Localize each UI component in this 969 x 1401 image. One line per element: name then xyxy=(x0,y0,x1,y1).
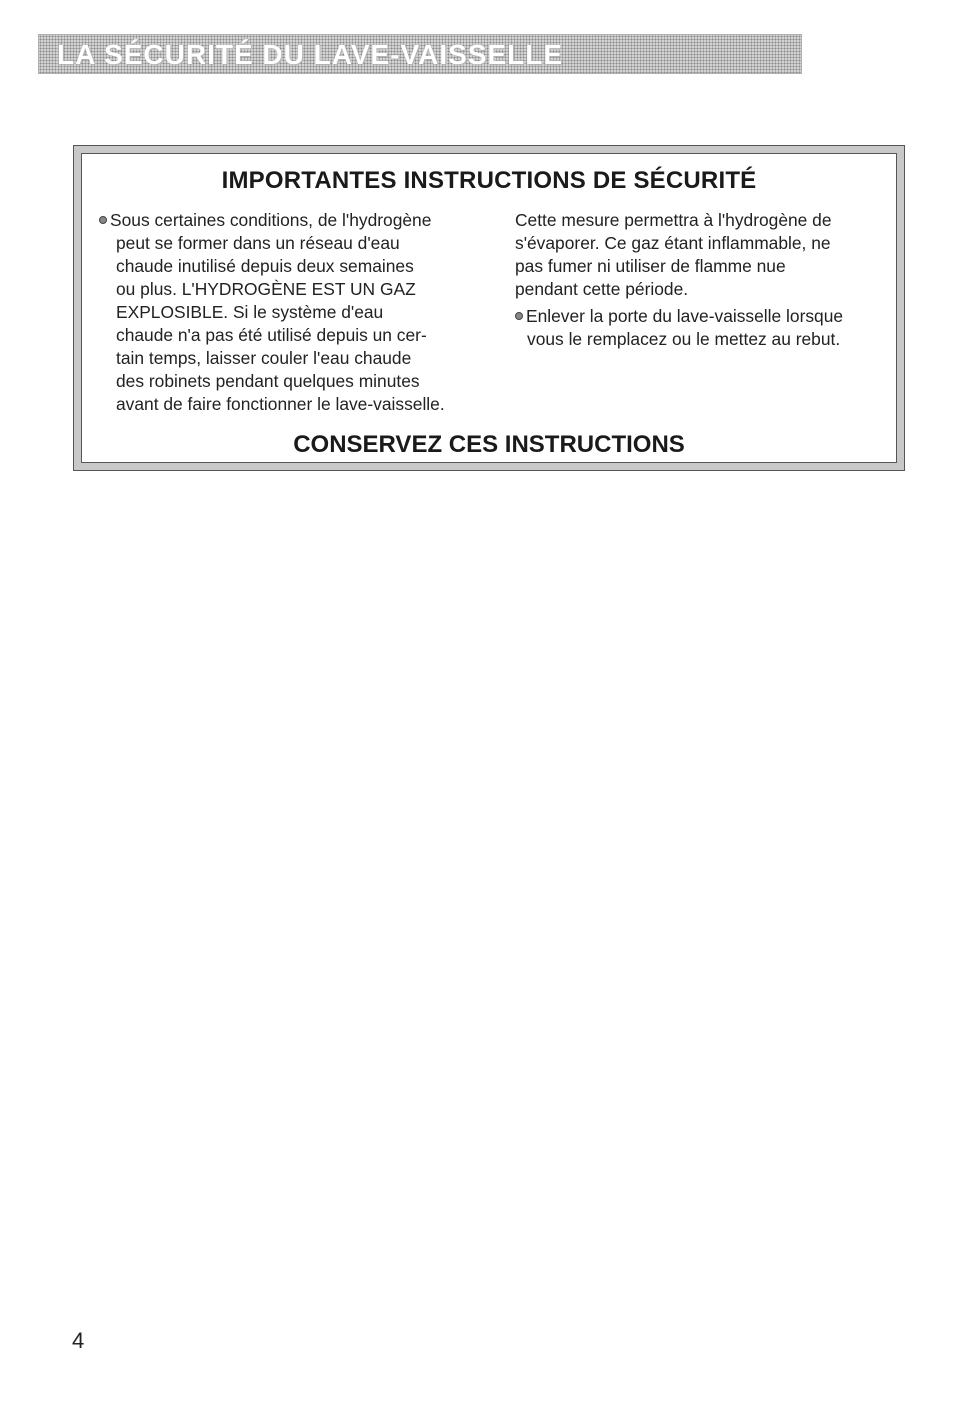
text-line: tain temps, laisser couler l'eau chaude xyxy=(116,348,412,368)
text-line: peut se former dans un réseau d'eau xyxy=(116,233,400,253)
text-line: ou plus. L'HYDROGÈNE EST UN GAZ xyxy=(116,279,416,299)
text-line: Sous certaines conditions, de l'hydrogène xyxy=(110,210,432,230)
bullet-item-hydrogen xyxy=(99,209,499,232)
bullet-icon xyxy=(515,312,523,320)
left-column xyxy=(99,209,499,416)
bullet-icon xyxy=(99,216,107,224)
right-column xyxy=(515,209,907,351)
text-line: chaude inutilisé depuis deux semaines xyxy=(116,256,414,276)
text-line: des robinets pendant quelques minutes xyxy=(116,371,420,391)
bullet-item-door-removal xyxy=(515,305,907,328)
section-banner xyxy=(38,34,802,74)
text-line: Enlever la porte du lave-vaisselle lorsque xyxy=(526,306,844,326)
text-line: vous le remplacez ou le mettez au rebut. xyxy=(527,329,841,349)
safety-instructions-box xyxy=(74,146,904,470)
page-number: 4 xyxy=(72,1328,85,1353)
section-title: LA SÉCURITÉ DU LAVE-VAISSELLE xyxy=(57,39,564,70)
text-line: EXPLOSIBLE. Si le système d'eau xyxy=(116,302,384,322)
text-line: avant de faire fonctionner le lave-vaisselle. xyxy=(116,394,445,414)
text-line: Cette mesure permettra à l'hydrogène de xyxy=(515,210,832,230)
safety-heading: IMPORTANTES INSTRUCTIONS DE SÉCURITÉ xyxy=(221,167,757,194)
text-line: pendant cette période. xyxy=(515,279,689,299)
safety-footer: CONSERVEZ CES INSTRUCTIONS xyxy=(293,431,685,458)
text-line: pas fumer ni utiliser de flamme nue xyxy=(515,256,786,276)
text-line: chaude n'a pas été utilisé depuis un cer- xyxy=(116,325,427,345)
text-line: s'évaporer. Ce gaz étant inflammable, ne xyxy=(515,233,831,253)
